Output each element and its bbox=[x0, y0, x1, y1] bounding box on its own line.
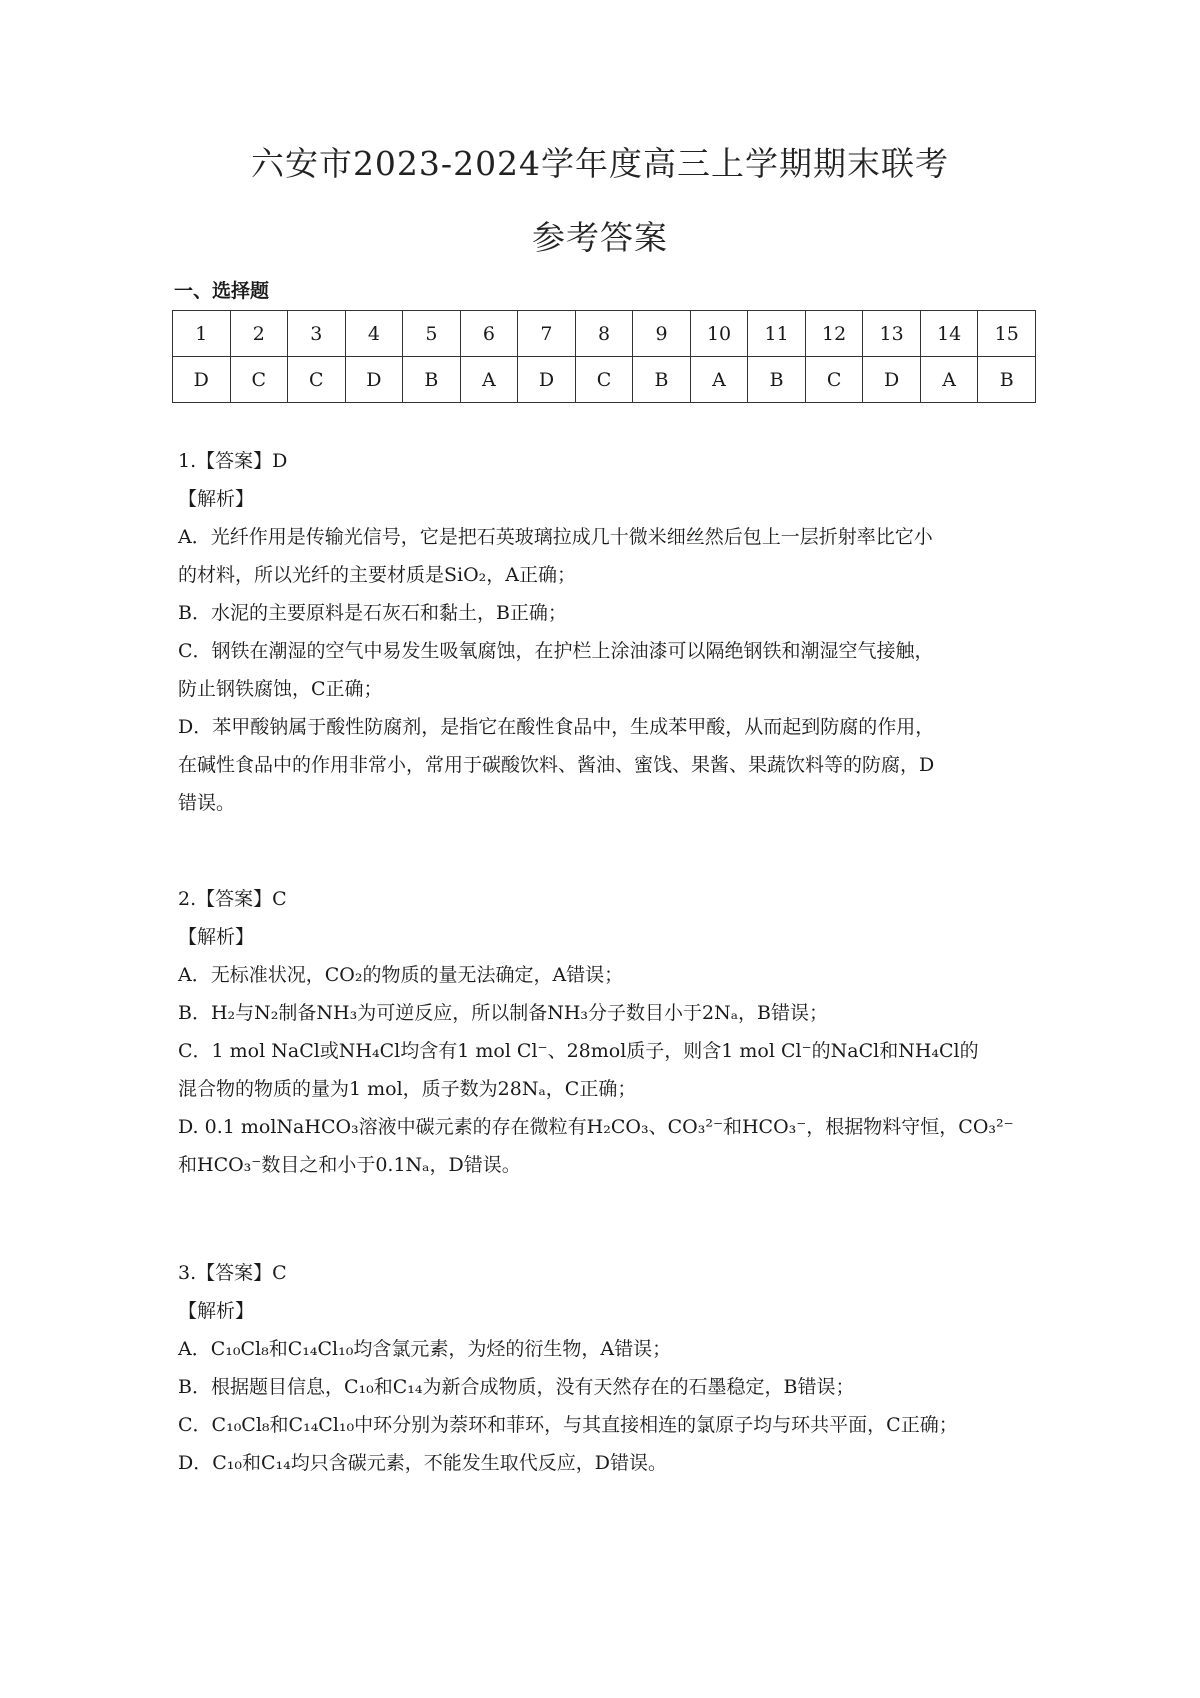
question-2-block bbox=[178, 880, 1038, 1184]
analysis-line: D. 0.1 molNaHCO₃溶液中碳元素的存在微粒有H₂CO₃、CO₃²⁻和HCO₃⁻，根据物料守恒，CO₃²⁻ bbox=[178, 1116, 1014, 1138]
question-number-cell: 8 bbox=[575, 311, 633, 357]
analysis-line: 防止钢铁腐蚀，C正确； bbox=[178, 678, 383, 700]
analysis-line: 在碱性食品中的作用非常小，常用于碳酸饮料、酱油、蜜饯、果酱、果蔬饮料等的防腐，D bbox=[178, 754, 935, 776]
document-subtitle: 参考答案 bbox=[532, 218, 668, 257]
analysis-line: 错误。 bbox=[178, 792, 236, 814]
answer-cell: D bbox=[345, 357, 403, 403]
question-number-cell: 9 bbox=[633, 311, 691, 357]
question-number-cell: 7 bbox=[518, 311, 576, 357]
analysis-line: D．苯甲酸钠属于酸性防腐剂，是指它在酸性食品中，生成苯甲酸，从而起到防腐的作用， bbox=[178, 716, 935, 738]
analysis-line: 的材料，所以光纤的主要材质是SiO₂，A正确； bbox=[178, 564, 577, 586]
answer-line: 2.【答案】C bbox=[178, 888, 287, 910]
analysis-line: B．根据题目信息，C₁₀和C₁₄为新合成物质，没有天然存在的石墨稳定，B错误； bbox=[178, 1376, 855, 1398]
section-heading: 一、选择题 bbox=[174, 280, 270, 302]
question-number-cell: 1 bbox=[173, 311, 231, 357]
question-number-cell: 6 bbox=[460, 311, 518, 357]
answer-table-answer-row bbox=[173, 357, 1036, 403]
analysis-line: B．水泥的主要原料是石灰石和黏土，B正确； bbox=[178, 602, 567, 624]
question-number-cell: 10 bbox=[690, 311, 748, 357]
analysis-line: A．无标准状况，CO₂的物质的量无法确定，A错误； bbox=[178, 964, 624, 986]
answer-cell: B bbox=[403, 357, 461, 403]
analysis-line: A．C₁₀Cl₈和C₁₄Cl₁₀均含氯元素，为烃的衍生物，A错误； bbox=[178, 1338, 672, 1360]
question-number-cell: 13 bbox=[863, 311, 921, 357]
analysis-line: C．C₁₀Cl₈和C₁₄Cl₁₀中环分别为萘环和菲环，与其直接相连的氯原子均与环共平面，C正确； bbox=[178, 1414, 958, 1436]
analysis-line: B．H₂与N₂制备NH₃为可逆反应，所以制备NH₃分子数目小于2Nₐ，B错误； bbox=[178, 1002, 829, 1024]
analysis-line: 和HCO₃⁻数目之和小于0.1Nₐ，D错误。 bbox=[178, 1154, 521, 1176]
question-number-cell: 3 bbox=[288, 311, 346, 357]
answer-cell: C bbox=[575, 357, 633, 403]
question-number-cell: 14 bbox=[920, 311, 978, 357]
analysis-line: A．光纤作用是传输光信号，它是把石英玻璃拉成几十微米细丝然后包上一层折射率比它小 bbox=[178, 526, 933, 548]
answer-cell: D bbox=[173, 357, 231, 403]
answer-line: 1.【答案】D bbox=[178, 450, 288, 472]
analysis-label: 【解析】 bbox=[178, 488, 255, 510]
answer-cell: B bbox=[978, 357, 1036, 403]
question-number-cell: 2 bbox=[230, 311, 288, 357]
question-3-block bbox=[178, 1254, 1038, 1482]
analysis-line: 混合物的物质的量为1 mol，质子数为28Nₐ，C正确； bbox=[178, 1078, 637, 1100]
answer-cell: C bbox=[805, 357, 863, 403]
question-number-cell: 5 bbox=[403, 311, 461, 357]
analysis-line: C．1 mol NaCl或NH₄Cl均含有1 mol Cl⁻、28mol质子，则含1 mol Cl⁻的NaCl和NH₄Cl的 bbox=[178, 1040, 979, 1062]
answer-cell: D bbox=[863, 357, 921, 403]
answer-table bbox=[172, 310, 1036, 403]
analysis-label: 【解析】 bbox=[178, 1300, 255, 1322]
analysis-line: C．钢铁在潮湿的空气中易发生吸氧腐蚀，在护栏上涂油漆可以隔绝钢铁和潮湿空气接触， bbox=[178, 640, 934, 662]
document-title: 六安市2023-2024学年度高三上学期期末联考 bbox=[250, 144, 950, 183]
analysis-line: D．C₁₀和C₁₄均只含碳元素，不能发生取代反应，D错误。 bbox=[178, 1452, 668, 1474]
answer-line: 3.【答案】C bbox=[178, 1262, 287, 1284]
answer-cell: B bbox=[748, 357, 806, 403]
answer-cell: A bbox=[460, 357, 518, 403]
question-number-cell: 4 bbox=[345, 311, 403, 357]
analysis-label: 【解析】 bbox=[178, 926, 255, 948]
question-number-cell: 12 bbox=[805, 311, 863, 357]
question-number-cell: 15 bbox=[978, 311, 1036, 357]
answer-cell: A bbox=[690, 357, 748, 403]
question-1-block bbox=[178, 442, 1038, 822]
answer-cell: A bbox=[920, 357, 978, 403]
answer-cell: B bbox=[633, 357, 691, 403]
answer-cell: C bbox=[230, 357, 288, 403]
answer-cell: D bbox=[518, 357, 576, 403]
answer-cell: C bbox=[288, 357, 346, 403]
answer-table-number-row bbox=[173, 311, 1036, 357]
question-number-cell: 11 bbox=[748, 311, 806, 357]
